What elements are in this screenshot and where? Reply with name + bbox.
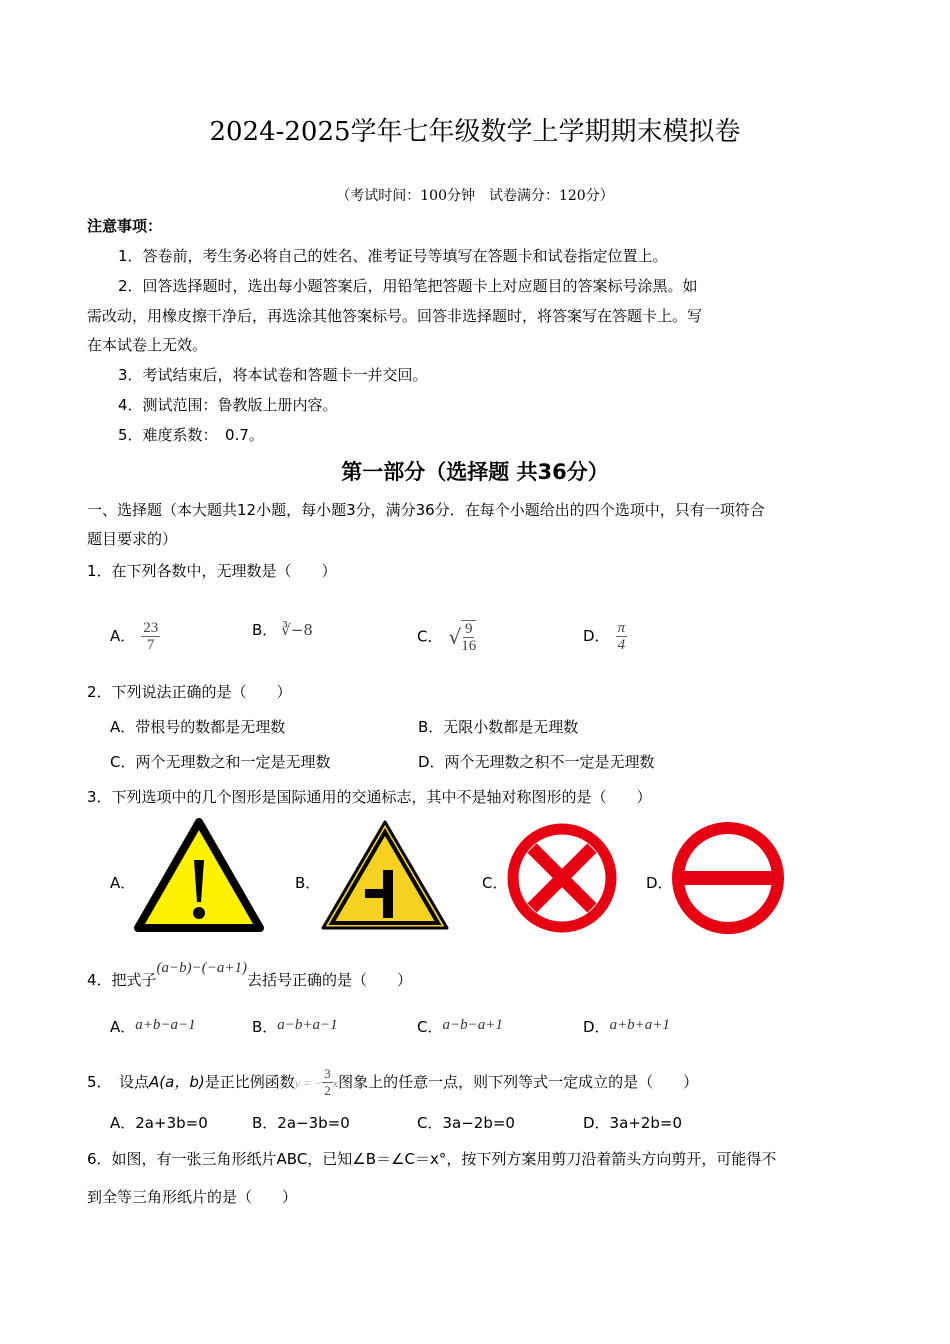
denominator: 16 xyxy=(461,638,477,654)
denominator: 7 xyxy=(147,637,155,653)
question-1-stem: 1．在下列各数中，无理数是（ ） xyxy=(87,562,337,580)
warning-sign-icon xyxy=(134,818,264,934)
denominator: 4 xyxy=(617,637,626,653)
option-label: A． xyxy=(110,874,136,892)
variable: x xyxy=(332,1076,339,1090)
stem-text: 图象上的任意一点，则下列等式一定成立的是（ ） xyxy=(338,1073,699,1091)
q5-option-b: B．2a−3b=0 xyxy=(252,1114,350,1132)
question-6-stem: 6．如图，有一张三角形纸片ABC，已知∠B＝∠C＝x°，按下列方案用剪刀沿着箭头方向剪开，可能得不 xyxy=(87,1150,777,1168)
math-expression: a+b−a−1 xyxy=(135,1017,196,1033)
exam-info: （考试时间：100分钟 试卷满分：120分） xyxy=(336,188,614,204)
section-instructions: 题目要求的） xyxy=(87,530,178,548)
option-label: A． xyxy=(110,627,136,645)
option-label: B． xyxy=(252,621,278,639)
q1-option-a xyxy=(110,620,160,653)
stem-text: 是正比例函数 xyxy=(204,1073,295,1091)
notice-item: 5．难度系数： 0.7。 xyxy=(118,426,264,444)
notice-item: 3．考试结束后，将本试卷和答题卡一并交回。 xyxy=(118,366,428,384)
question-3-stem: 3．下列选项中的几个图形是国际通用的交通标志，其中不是轴对称图形的是（ ） xyxy=(87,788,652,806)
part-heading: 第一部分（选择题 共36分） xyxy=(341,460,609,484)
numerator: 9 xyxy=(464,621,473,637)
function-lhs: y = − xyxy=(294,1076,323,1090)
fraction xyxy=(141,620,160,653)
notice-item: 1．答卷前，考生务必将自己的姓名、准考证号等填写在答题卡和试卷指定位置上。 xyxy=(118,247,668,265)
q4-option-c xyxy=(417,1017,503,1038)
notice-item: 2．回答选择题时，选出每小题答案后，用铅笔把答题卡上对应题目的答案标号涂黑。如 xyxy=(118,277,698,295)
q2-option-a: A．带根号的数都是无理数 xyxy=(110,718,286,736)
question-4-stem xyxy=(87,960,413,991)
q1-option-b xyxy=(252,620,313,640)
notice-item: 需改动，用橡皮擦干净后，再选涂其他答案标号。回答非选择题时，将答案写在答题卡上。写 xyxy=(87,307,703,325)
q4-option-d xyxy=(583,1017,670,1038)
option-label: D． xyxy=(583,627,610,645)
stem-text: 5． 设点 xyxy=(87,1073,150,1091)
numerator: 3 xyxy=(324,1066,331,1081)
option-label: B． xyxy=(252,1018,278,1036)
q5-option-a: A．2a+3b=0 xyxy=(110,1114,208,1132)
denominator: 2 xyxy=(324,1083,331,1098)
option-label: A． xyxy=(110,1018,136,1036)
question-2-stem: 2．下列说法正确的是（ ） xyxy=(87,683,292,701)
section-instructions: 一、选择题（本大题共12小题，每小题3分，满分36分．在每个小题给出的四个选项中，只有一项符合 xyxy=(87,501,765,519)
notice-item: 4．测试范围：鲁教版上册内容。 xyxy=(118,396,338,414)
option-label: C． xyxy=(417,627,443,646)
q5-option-d: D．3a+2b=0 xyxy=(583,1114,683,1132)
question-6-stem: 到全等三角形纸片的是（ ） xyxy=(87,1188,298,1206)
option-label: B． xyxy=(295,874,321,892)
page-title: 2024-2025学年七年级数学上学期期末模拟卷 xyxy=(209,117,741,147)
no-entry-sign-icon xyxy=(670,820,786,936)
math-expression: a−b+a−1 xyxy=(277,1017,338,1033)
math-expression: a−b−a+1 xyxy=(442,1017,503,1033)
option-label: C． xyxy=(482,874,508,892)
stem-text: 4．把式子 xyxy=(87,971,157,989)
option-label: D． xyxy=(583,1018,610,1036)
t-junction-sign-icon xyxy=(319,818,451,934)
math-expression: (a−b)−(−a+1) xyxy=(156,960,248,976)
question-5-stem xyxy=(87,1066,698,1099)
q4-option-b xyxy=(252,1017,338,1038)
fraction xyxy=(461,620,476,654)
q1-option-c xyxy=(417,620,476,654)
option-label: D． xyxy=(646,874,673,892)
numerator: π xyxy=(617,620,626,636)
q2-option-b: B．无限小数都是无理数 xyxy=(418,718,579,736)
stem-text: 去括号正确的是（ ） xyxy=(247,971,413,989)
q5-option-c: C．3a−2b=0 xyxy=(417,1114,515,1132)
notice-item: 在本试卷上无效。 xyxy=(87,336,208,354)
point-label: A(a，b) xyxy=(149,1073,205,1091)
q4-option-a xyxy=(110,1017,196,1038)
fraction xyxy=(616,620,628,653)
math-expression: a+b+a+1 xyxy=(609,1017,670,1033)
sqrt-icon: √ xyxy=(448,625,462,649)
q2-option-d: D．两个无理数之积不一定是无理数 xyxy=(418,753,655,771)
q2-option-c: C．两个无理数之和一定是无理数 xyxy=(110,753,331,771)
q1-option-d xyxy=(583,620,627,653)
option-label: C． xyxy=(417,1018,443,1036)
fraction xyxy=(322,1066,333,1099)
cube-root: ∛−8 xyxy=(281,621,313,639)
notice-heading: 注意事项： xyxy=(87,217,163,235)
numerator: 23 xyxy=(143,620,159,636)
no-stopping-sign-icon xyxy=(506,822,618,934)
